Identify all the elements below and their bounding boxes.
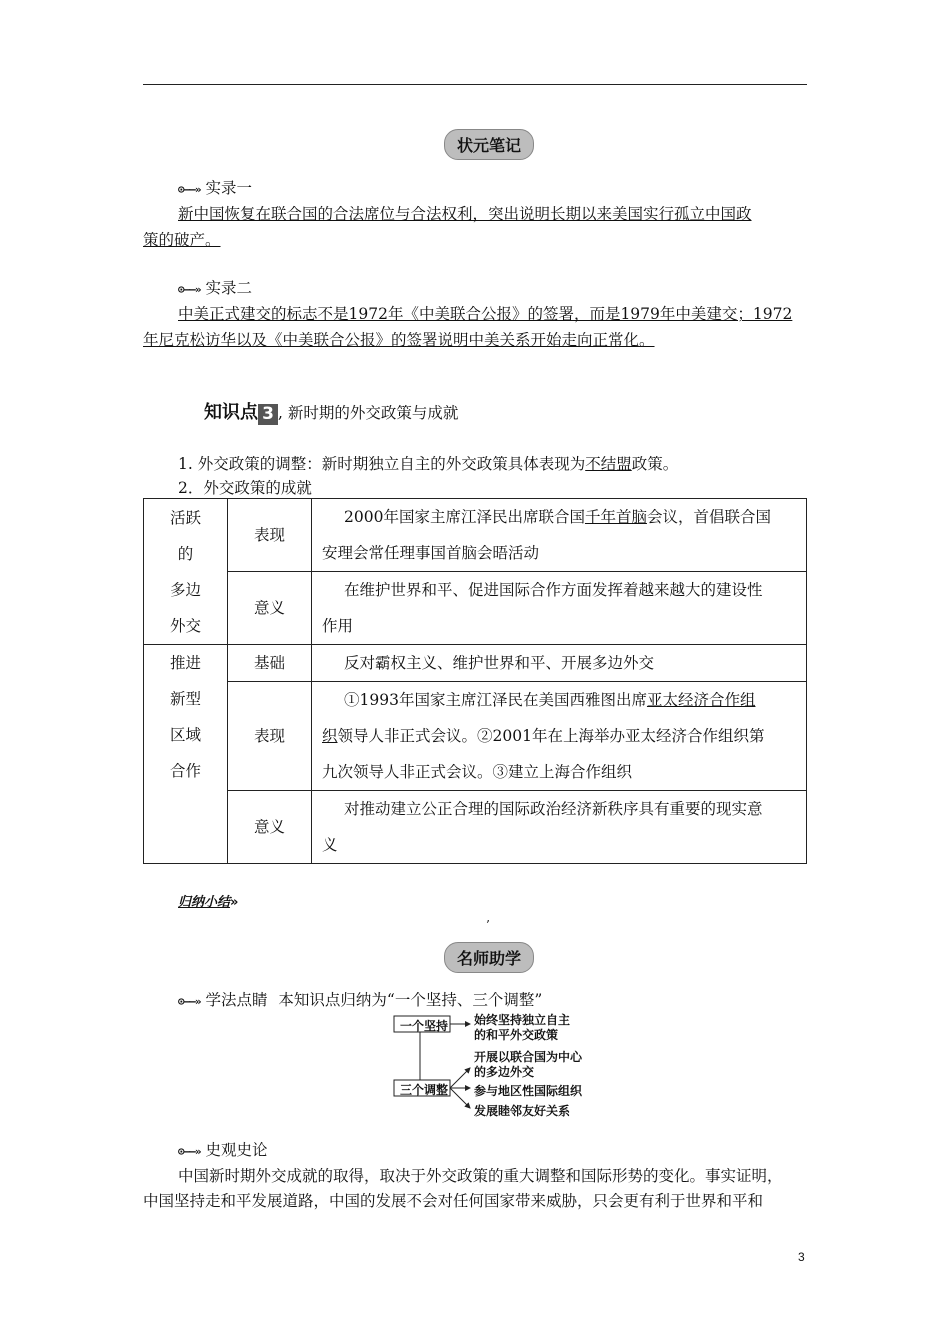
record1-label: 实录一 bbox=[205, 179, 252, 197]
cell-text: 在维护世界和平、促进国际合作方面发挥着越来越大的建设性 bbox=[344, 581, 763, 599]
group-label-line: 多边 bbox=[169, 580, 201, 599]
cell-text: 领导人非正式会议。②2001年在上海举办亚太经济合作组织第 bbox=[337, 727, 765, 745]
stray-mark: ’ bbox=[486, 918, 490, 932]
history-line2: 中国坚持走和平发展道路，中国的发展不会对任何国家带来威胁，只会更有利于世界和平和 bbox=[143, 1192, 764, 1210]
diagram-arrow bbox=[450, 1088, 470, 1108]
pointer-arrow-icon: ⊙——» bbox=[178, 183, 201, 196]
cell-text: 作用 bbox=[322, 617, 354, 635]
point1 bbox=[178, 452, 678, 474]
cell-key: 亚太经济合作组 bbox=[646, 691, 756, 709]
row-content bbox=[312, 791, 807, 864]
summary-heading bbox=[178, 891, 238, 910]
record1-line1: 新中国恢复在联合国的合法席位与合法权利，突出说明长期以来美国实行孤立中国政 bbox=[178, 205, 752, 223]
record2-line2: 年尼克松访华以及《中美联合公报》的签署说明中美关系开始走向正常化。 bbox=[143, 331, 655, 349]
point1-text: 1. 外交政策的调整：新时期独立自主的外交政策具体表现为 bbox=[178, 455, 586, 473]
record2-label: 实录二 bbox=[205, 279, 252, 297]
group-label-regional bbox=[144, 645, 228, 864]
diagram-item3: 参与地区性国际组织 bbox=[474, 1084, 583, 1098]
diagram-arrow bbox=[450, 1068, 470, 1088]
diagram-item1a: 始终坚持独立自主 bbox=[474, 1013, 571, 1027]
diagram-box2-label: 三个调整 bbox=[399, 1083, 448, 1097]
group-label-line: 的 bbox=[177, 544, 194, 563]
history-line1: 中国新时期外交成就的取得，取决于外交政策的重大调整和国际形势的变化。事实证明， bbox=[178, 1167, 783, 1185]
table-row bbox=[144, 682, 807, 791]
diagram-item4: 发展睦邻友好关系 bbox=[474, 1104, 571, 1118]
diagram-item1b: 的和平外交政策 bbox=[474, 1028, 559, 1042]
record2-heading bbox=[178, 276, 252, 298]
diagram-item2b: 的多边外交 bbox=[474, 1065, 535, 1079]
table-row bbox=[144, 791, 807, 864]
table-row bbox=[144, 572, 807, 645]
diagram-item2a: 开展以联合国为中心 bbox=[474, 1050, 583, 1064]
notes-section-title: 状元笔记 bbox=[444, 129, 534, 160]
point1-end: 政策。 bbox=[631, 455, 679, 473]
cell-key: 千年首脑 bbox=[584, 508, 647, 526]
page-number: 3 bbox=[798, 1250, 805, 1264]
record1-line2: 策的破产。 bbox=[143, 231, 221, 249]
history-label: 史观史论 bbox=[205, 1141, 268, 1159]
summary-label: 归纳小结 bbox=[178, 895, 231, 910]
knowledge-number: 3 bbox=[258, 404, 278, 425]
row-label: 基础 bbox=[228, 645, 312, 682]
cell-text: 对推动建立公正合理的国际政治经济新秩序具有重要的现实意 bbox=[344, 800, 763, 818]
group-label-line: 合作 bbox=[169, 762, 201, 780]
point2: 2．外交政策的成就 bbox=[178, 479, 312, 497]
achievements-table bbox=[143, 498, 807, 864]
cell-text: 反对霸权主义、维护世界和平、开展多边外交 bbox=[344, 654, 655, 672]
history-heading bbox=[178, 1138, 267, 1160]
knowledge-heading bbox=[204, 398, 458, 425]
pointer-arrow-icon: ⊙——» bbox=[178, 283, 201, 296]
cell-text: 义 bbox=[322, 836, 338, 854]
point1-key: 不结盟 bbox=[585, 455, 632, 473]
cell-text: 2000年国家主席江泽民出席联合国 bbox=[344, 508, 585, 526]
pointer-arrow-icon: ⊙——» bbox=[178, 1145, 201, 1158]
double-chevron-icon: » bbox=[230, 895, 239, 910]
record1-heading bbox=[178, 176, 252, 198]
cell-key: 织 bbox=[322, 727, 338, 745]
group-label-line: 推进 bbox=[169, 654, 201, 672]
row-content bbox=[312, 572, 807, 645]
row-label: 意义 bbox=[228, 572, 312, 645]
group-label-line: 活跃 bbox=[169, 508, 201, 527]
teacher-section-title: 名师助学 bbox=[444, 942, 534, 973]
row-label: 表现 bbox=[228, 499, 312, 572]
cell-text: ①1993年国家主席江泽民在美国西雅图出席 bbox=[344, 691, 647, 709]
table-row bbox=[144, 499, 807, 572]
knowledge-title: , 新时期的外交政策与成就 bbox=[278, 404, 459, 422]
table-row bbox=[144, 645, 807, 682]
pointer-arrow-icon: ⊙——» bbox=[178, 995, 201, 1008]
record2-line1: 中美正式建交的标志不是1972年《中美联合公报》的签署，而是1979年中美建交；1972 bbox=[178, 305, 793, 323]
row-label: 表现 bbox=[228, 682, 312, 791]
cell-text: 会议，首倡联合国 bbox=[646, 508, 771, 526]
group-label-line: 区域 bbox=[169, 726, 201, 744]
group-label-multilateral bbox=[144, 499, 228, 645]
knowledge-badge: 知识点 bbox=[204, 402, 258, 423]
method-heading bbox=[178, 988, 542, 1010]
row-label: 意义 bbox=[228, 791, 312, 864]
cell-text: 九次领导人非正式会议。③建立上海合作组织 bbox=[322, 763, 633, 781]
row-content bbox=[312, 682, 807, 791]
method-text: 本知识点归纳为“一个坚持、三个调整” bbox=[278, 991, 543, 1009]
group-label-line: 新型 bbox=[169, 690, 201, 708]
row-content bbox=[312, 645, 807, 682]
row-content bbox=[312, 499, 807, 572]
cell-text: 安理会常任理事国首脑会晤活动 bbox=[322, 544, 540, 562]
method-label: 学法点睛 bbox=[205, 991, 268, 1009]
group-label-line: 外交 bbox=[169, 616, 201, 635]
diagram-box1-label: 一个坚持 bbox=[399, 1019, 448, 1033]
header-rule bbox=[143, 84, 807, 85]
